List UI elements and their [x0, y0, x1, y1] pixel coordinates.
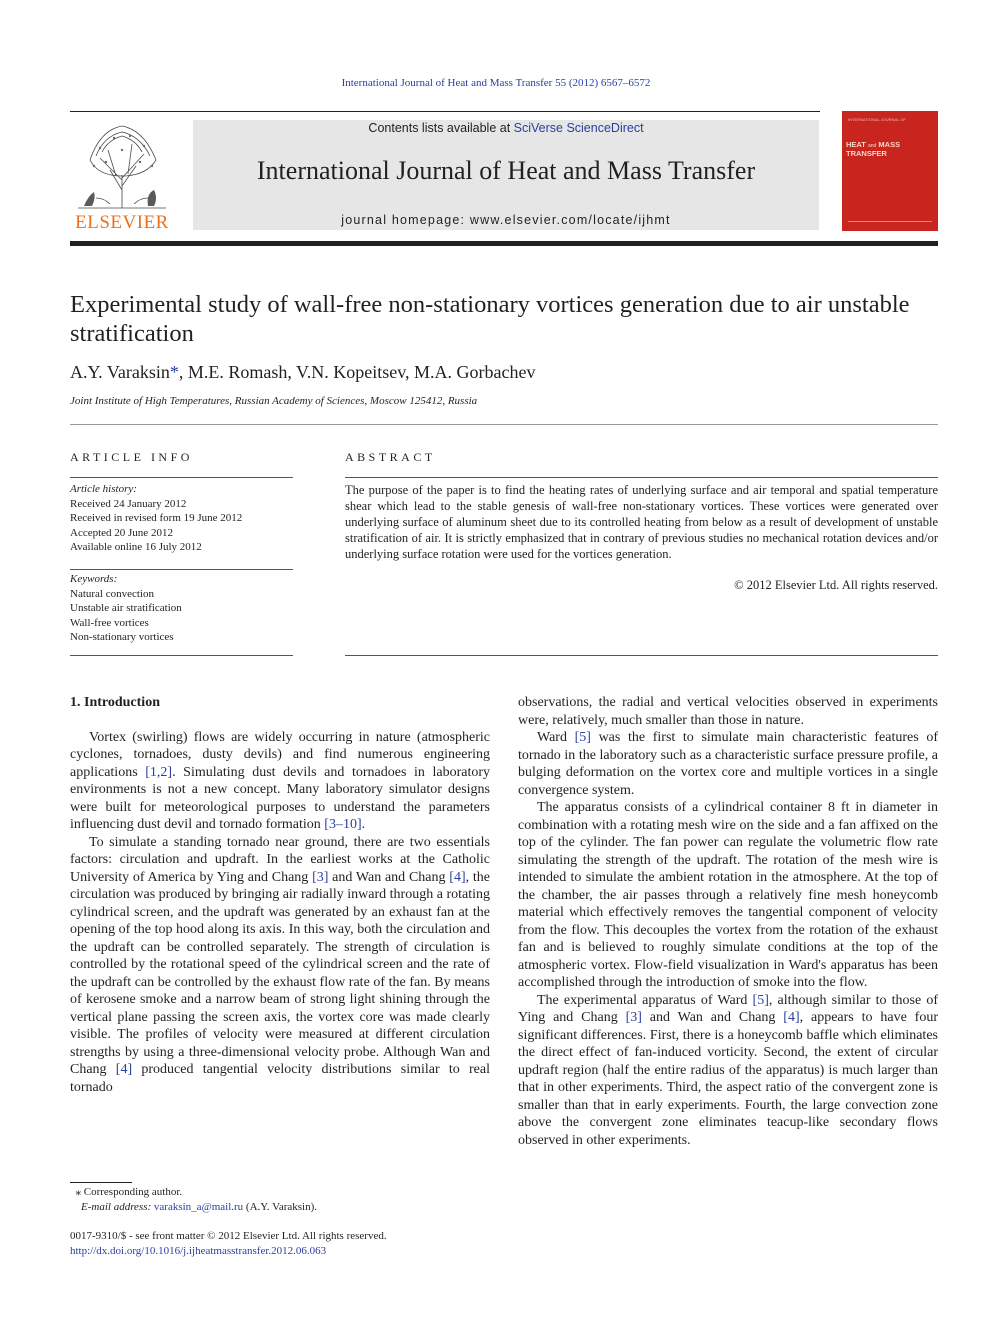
keyword: Wall-free vortices	[70, 616, 149, 629]
author-name: A.Y. Varaksin	[70, 362, 170, 382]
history-item: Received in revised form 19 June 2012	[70, 512, 243, 524]
citation-link[interactable]: [5]	[752, 992, 769, 1008]
abstract-rule	[345, 477, 938, 478]
doi-link[interactable]: http://dx.doi.org/10.1016/j.ijheatmasstransfer.2012.06.063	[70, 1245, 327, 1257]
history-item: Accepted 20 June 2012	[70, 526, 173, 539]
citation-link[interactable]: [3]	[625, 1010, 642, 1025]
history-label: Article history:	[70, 483, 137, 495]
citation-link[interactable]: [5]	[574, 730, 591, 745]
body-paragraph: Vortex (swirling) flows are widely occurring in nature (atmospheric cyclones, tornadoes, dusty devils) and find numerous engineering applications [1,2]. Simulating dust devils and tornadoes in laboratory environments is not a new concept. Many laboratory simulator designs were built for meteorological purposes to understand the parameters influencing dust devil and tornado formation [3–10].	[70, 729, 490, 832]
keyword: Natural convection	[70, 587, 154, 600]
homepage-link[interactable]: www.elsevier.com/locate/ijhmt	[469, 213, 671, 227]
history-item: Available online 16 July 2012	[70, 541, 202, 553]
cover-line-transfer: TRANSFER	[846, 149, 887, 158]
cover-footer-rule	[848, 221, 932, 222]
footnote-rule	[70, 1182, 132, 1183]
header-rule	[70, 111, 820, 112]
cover-line-heat: HEAT	[846, 140, 866, 149]
sciencedirect-link[interactable]: SciVerse ScienceDirect	[513, 121, 644, 135]
contents-line	[193, 121, 819, 135]
issn-line: 0017-9310/$ - see front matter © 2012 Elsevier Ltd. All rights reserved.	[70, 1230, 387, 1242]
body-paragraph: The apparatus consists of a cylindrical container 8 ft in diameter in combination with a rotating mesh wire on the side and a fan affixed on the top of the cylinder. The fan power can regulate the volumetric flow rate simulating the strength of the updraft. The rotation of the mesh wire is intended to simulate the ambient rotation in the atmosphere. At the top of the chamber, the air passes through a relatively fine mesh honeycomb material which effectively removes the tangential component of velocity from the flow. This decouples the vortex from the rotation of the exhaust fan and is believed to roughly simulate conditions at the top of the atmospheric vortex. Flow-field visualization in Ward's apparatus has been accomplished through the introduction of smoke into the flow.	[518, 800, 938, 990]
article-info-rule	[70, 477, 293, 478]
keywords	[70, 572, 293, 645]
cover-title	[846, 141, 906, 157]
abstract-heading: ABSTRACT	[345, 450, 436, 464]
contents-prefix: Contents lists available at	[368, 121, 514, 135]
body-right-column	[518, 694, 938, 1149]
abstract-copyright: © 2012 Elsevier Ltd. All rights reserved.	[734, 578, 938, 592]
body-left-column	[70, 694, 490, 1096]
citation-link[interactable]: [4]	[449, 869, 466, 885]
journal-homepage	[193, 213, 819, 227]
author-name: V.N. Kopeitsev	[296, 362, 406, 382]
footnotes	[70, 1185, 490, 1215]
issn-block	[70, 1229, 490, 1259]
email-footnote: E-mail address: varaksin_a@mail.ru (A.Y. Varaksin).	[81, 1201, 318, 1213]
affiliation: Joint Institute of High Temperatures, Russian Academy of Sciences, Moscow 125412, Russia	[70, 395, 478, 407]
abstract-text: The purpose of the paper is to find the heating rates of underlying surface and air temporal and spatial temperature shear which lead to the stable genesis of wall-free non-stationary vortices. These vortices were generated over underlying surface of aluminum sheet due to its controlled heating from below as a result of development of unstable stratification of air. It is strictly emphasized that in contrary of previous studies no mechanical rotation devices and/or underlying surface rotation were used for the vortices generation.	[345, 483, 938, 561]
author-list: A.Y. Varaksin*, M.E. Romash, V.N. Kopeitsev, M.A. Gorbachev	[70, 362, 536, 382]
section-heading: 1. Introduction	[70, 695, 160, 710]
history-item: Received 24 January 2012	[70, 497, 187, 510]
article-history	[70, 482, 293, 555]
author-name: M.A. Gorbachev	[414, 362, 536, 382]
citation-link[interactable]: [4]	[115, 1062, 133, 1077]
elsevier-wordmark: ELSEVIER	[75, 212, 169, 233]
affiliation-rule	[70, 424, 938, 425]
cover-line-mass: MASS	[878, 140, 901, 149]
homepage-prefix: journal homepage:	[341, 213, 470, 227]
cover-line-and: and	[867, 143, 877, 149]
header-thick-rule	[70, 241, 938, 246]
journal-reference[interactable]: International Journal of Heat and Mass Transfer 55 (2012) 6567–6572	[341, 77, 651, 89]
citation-link[interactable]: [1,2]	[145, 764, 173, 780]
article-title: Experimental study of wall-free non-stationary vortices generation due to air unstable stratification	[70, 291, 910, 347]
body-paragraph: The experimental apparatus of Ward [5], although similar to those of Ying and Chang [3] and Wan and Chang [4], appears to have four significant differences. First, there is a honeycomb baffle which eliminates the direct effect of fan-induced vorticity. Second, the extent of circular updraft region (half the entire radius of the apparatus) is much larger than that in other experiments. Third, the aspect ratio of the convergent zone is smaller than that in early experiments. Fourth, the large convection zone above the convergent zone eliminates teacup-like secondary flows observed in other experiments.	[518, 992, 938, 1148]
citation-link[interactable]: [4]	[783, 1010, 800, 1025]
citation-link[interactable]: [3]	[312, 869, 329, 885]
keywords-label: Keywords:	[70, 573, 118, 585]
corresponding-author-mark[interactable]: *	[169, 362, 179, 382]
footnote-mark: ⁎	[75, 1186, 81, 1198]
keyword: Unstable air stratification	[70, 602, 182, 614]
article-info-heading: ARTICLE INFO	[70, 450, 193, 464]
body-paragraph: Ward [5] was the first to simulate main characteristic features of tornado in the laboratory such as a characteristic surface pressure profile, a bulging deformation on the vortex core and multiple vortices in a single convergence system.	[518, 730, 939, 798]
keyword: Non-stationary vortices	[70, 631, 174, 643]
author-name: M.E. Romash	[187, 362, 288, 382]
email-label: E-mail address:	[81, 1201, 152, 1213]
corresponding-footnote: ⁎ Corresponding author.	[75, 1186, 183, 1198]
journal-title: International Journal of Heat and Mass Transfer	[256, 156, 756, 185]
body-paragraph: observations, the radial and vertical velocities observed in experiments were, relatively, much smaller than those in nature.	[518, 695, 938, 728]
article-info-rule	[70, 569, 293, 570]
journal-cover-thumbnail[interactable]	[842, 111, 938, 231]
body-paragraph: To simulate a standing tornado near ground, there are two essentials factors: circulation and updraft. In the earliest works at the Catholic University of America by Ying and Chang [3] and Wan and Chang [4], the circulation was produced by bringing air radially inward through a rotating cylindrical screen, and the updraft was generated by an exhaust fan at the opening of the top hood along its axis. In this way, both the circulation and the updraft can be controlled separately. The strength of circulation is controlled by the rotational speed of the cylindrical screen and the rate of the updraft can be controlled by the exhaust flow rate of the fan. By means of kerosene smoke and a narrow beam of strong light shining through the vertical plane passing the screen axis, the vortex core was made clearly visible. The profiles of velocity were measured at different circulation strengths by using a three-dimensional velocity probe. Although Wan and Chang [4] produced tangential velocity distributions similar to real tornado	[70, 834, 490, 1095]
email-link[interactable]: varaksin_a@mail.ru	[153, 1201, 244, 1213]
abstract-rule	[345, 655, 938, 656]
article-info-rule	[70, 655, 293, 656]
citation-link[interactable]: [3–10]	[324, 817, 362, 832]
cover-small-text: INTERNATIONAL JOURNAL OF	[848, 117, 906, 122]
